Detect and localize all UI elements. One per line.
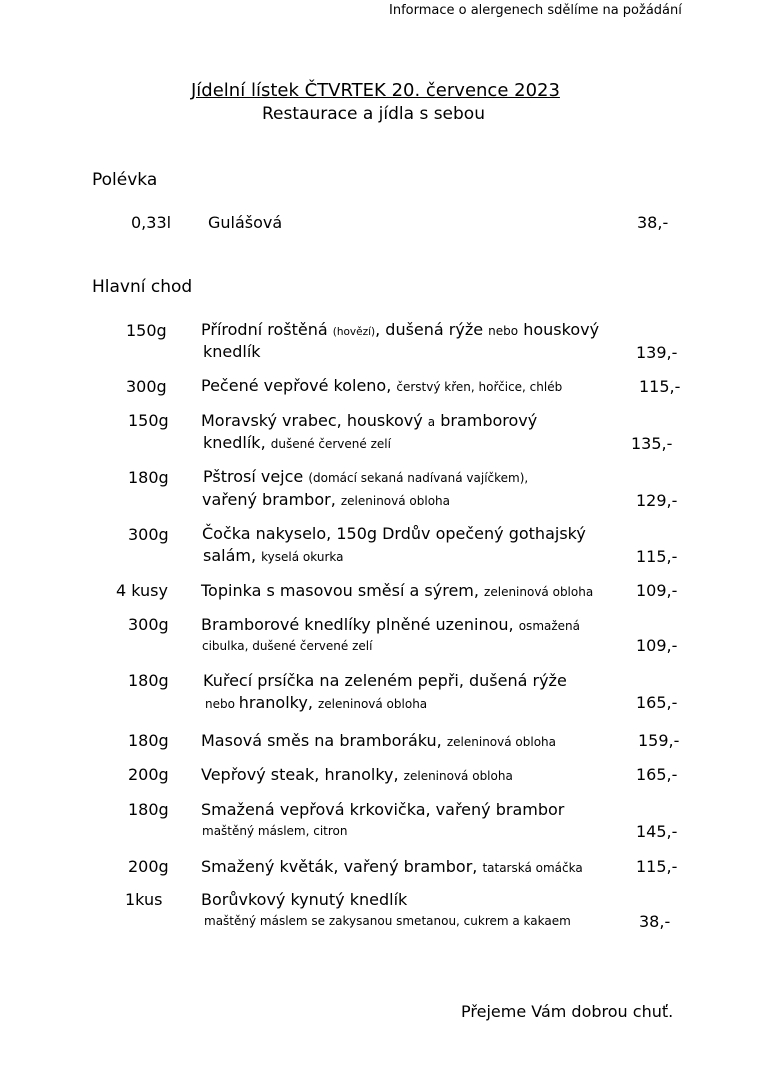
- item-price: 115,-: [639, 377, 681, 396]
- item-price: 109,-: [636, 581, 678, 600]
- item-qty: 1kus: [125, 890, 163, 909]
- item-line-1: Čočka nakyselo, 150g Drdův opečený gothajský: [202, 524, 586, 543]
- soup-price: 38,-: [637, 213, 669, 232]
- item-qty: 300g: [126, 377, 167, 396]
- item-line-2: cibulka, dušené červené zelí: [202, 639, 373, 653]
- allergen-note: Informace o alergenech sdělíme na požádání: [389, 3, 682, 18]
- item-line-1: Masová směs na bramboráku, zeleninová obloha: [201, 731, 557, 750]
- item-qty: 150g: [126, 321, 167, 340]
- item-line-1: Topinka s masovou směsí a sýrem, zeleninová obloha: [201, 581, 594, 600]
- item-price: 159,-: [638, 731, 680, 750]
- item-line-1: Borůvkový kynutý knedlík: [201, 890, 408, 909]
- item-line-2: maštěný máslem se zakysanou smetanou, cukrem a kakaem: [204, 914, 571, 928]
- item-line-1: Pštrosí vejce (domácí sekaná nadívaná vajíčkem),: [203, 467, 529, 486]
- item-qty: 180g: [128, 800, 169, 819]
- item-price: 165,-: [636, 765, 678, 784]
- item-line-2: salám, kyselá okurka: [203, 546, 344, 565]
- item-price: 165,-: [636, 693, 678, 712]
- item-price: 109,-: [636, 636, 678, 655]
- item-qty: 300g: [128, 525, 169, 544]
- soup-name: Gulášová: [208, 213, 283, 232]
- item-qty: 150g: [128, 411, 169, 430]
- item-price: 139,-: [636, 343, 678, 362]
- section-heading-main: Hlavní chod: [92, 277, 193, 297]
- item-qty: 180g: [128, 671, 169, 690]
- item-price: 129,-: [636, 491, 678, 510]
- item-line-2: maštěný máslem, citron: [202, 824, 348, 838]
- item-line-2: knedlík: [203, 342, 261, 361]
- item-line-1: Smažený květák, vařený brambor, tatarská omáčka: [201, 857, 583, 876]
- item-qty: 200g: [128, 857, 169, 876]
- item-line-2: knedlík, dušené červené zelí: [203, 433, 391, 452]
- item-price: 38,-: [639, 912, 671, 931]
- item-line-1: Smažená vepřová krkovička, vařený brambor: [201, 800, 565, 819]
- item-qty: 300g: [128, 615, 169, 634]
- item-qty: 180g: [128, 468, 169, 487]
- item-qty: 4 kusy: [116, 581, 168, 600]
- item-line-1: Kuřecí prsíčka na zeleném pepři, dušená rýže: [203, 671, 567, 690]
- item-line-1: Bramborové knedlíky plněné uzeninou, osmažená: [201, 615, 580, 634]
- closing-wish: Přejeme Vám dobrou chuť.: [461, 1002, 674, 1021]
- item-line-2: nebo hranolky, zeleninová obloha: [205, 693, 428, 712]
- item-price: 135,-: [631, 434, 673, 453]
- soup-qty: 0,33l: [131, 213, 172, 232]
- item-line-2: vařený brambor, zeleninová obloha: [202, 490, 451, 509]
- item-line-1: Moravský vrabec, houskový a bramborový: [201, 411, 538, 430]
- item-line-1: Pečené vepřové koleno, čerstvý křen, hořčice, chléb: [201, 376, 563, 395]
- item-qty: 180g: [128, 731, 169, 750]
- menu-title: Jídelní lístek ČTVRTEK 20. července 2023: [191, 80, 560, 101]
- item-price: 145,-: [636, 822, 678, 841]
- item-price: 115,-: [636, 857, 678, 876]
- item-price: 115,-: [636, 547, 678, 566]
- menu-subtitle: Restaurace a jídla s sebou: [262, 104, 485, 124]
- item-line-1: Přírodní roštěná (hovězí), dušená rýže nebo houskový: [201, 320, 600, 339]
- item-qty: 200g: [128, 765, 169, 784]
- section-heading-soup: Polévka: [92, 170, 158, 190]
- item-line-1: Vepřový steak, hranolky, zeleninová obloha: [201, 765, 513, 784]
